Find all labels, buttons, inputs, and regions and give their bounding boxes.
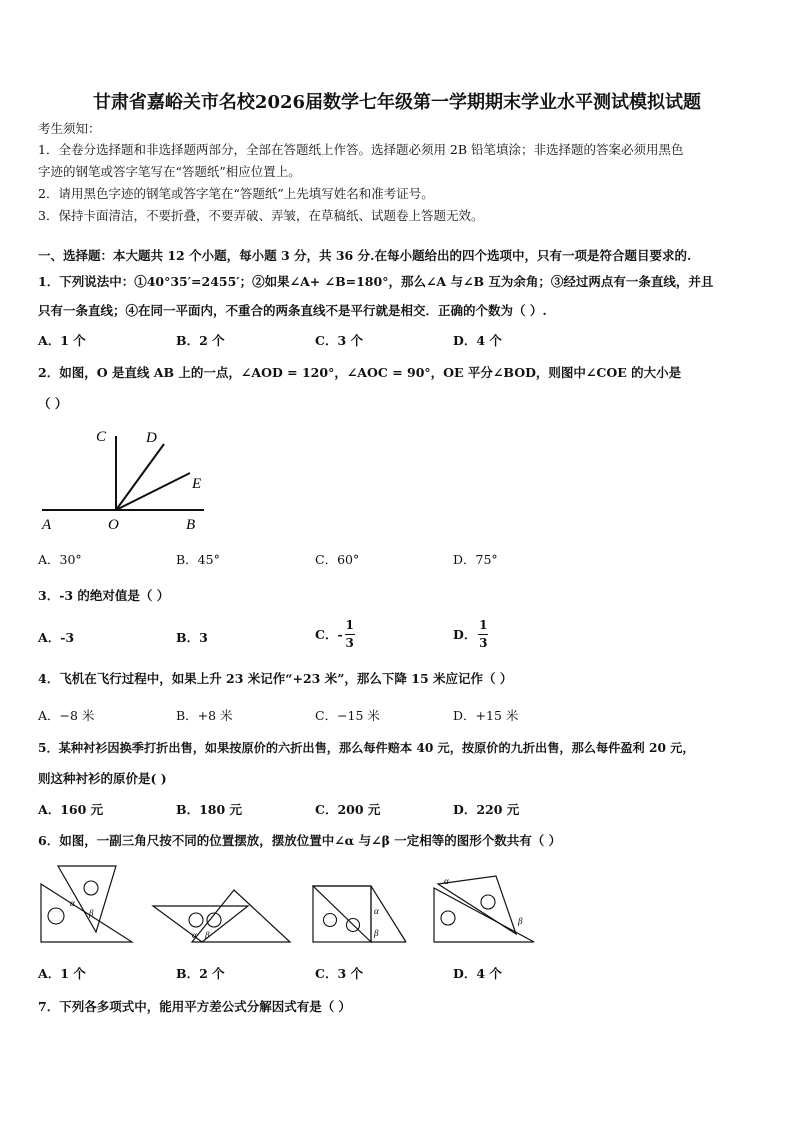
notice-heading: 考生须知： [38, 121, 101, 136]
angle-figure [38, 428, 208, 536]
notice-item: 3．保持卡面清洁，不要折叠，不要弄破、弄皱，在草稿纸、试题卷上答题无效。 [38, 208, 484, 223]
question-2-line: 2．如图，O 是直线 AB 上的一点，∠AOD = 120°，∠AOC = 90°，OE 平分∠BOD，则图中∠COE 的大小是 [38, 365, 682, 380]
option-d: D．+15 米 [453, 708, 519, 723]
triangle-figure-1 [38, 860, 134, 946]
fraction-bar [478, 634, 488, 635]
alpha-label: α [192, 930, 197, 940]
question-6-line: 6．如图，一副三角尺按不同的位置摆放，摆放位置中∠α 与∠β 一定相等的图形个数共有（ ） [38, 833, 562, 848]
beta-label: β [205, 930, 210, 940]
beta-label: β [89, 908, 94, 918]
option-b: B．3 [176, 630, 208, 645]
numerator: 1 [479, 618, 488, 632]
option-b: B．+8 米 [176, 708, 233, 723]
question-1-line: 1．下列说法中：①40°35′=2455′；②如果∠A+ ∠B=180°，那么∠A 与∠B 互为余角；③经过两点有一条直线，并且 [38, 274, 714, 289]
triangle-figure-3 [310, 880, 408, 946]
option-c: C．3 个 [315, 333, 363, 348]
option-c: C．3 个 [315, 966, 363, 981]
denominator: 3 [345, 636, 354, 650]
notice-item: 2．请用黑色字迹的钢笔或答字笔在“答题纸”上先填写姓名和准考证号。 [38, 186, 434, 201]
beta-label: β [518, 916, 523, 926]
question-5-line: 5．某种衬衫因换季打折出售，如果按原价的六折出售，那么每件赔本 40 元，按原价的九折出售，那么每件盈利 20 元， [38, 741, 695, 755]
alpha-label: α [374, 906, 379, 916]
option-d: D．4 个 [453, 333, 502, 348]
option-d: D．75° [453, 552, 498, 567]
notice-item: 字迹的钢笔或答字笔写在“答题纸”相应位置上。 [38, 164, 301, 179]
option-a: A．-3 [38, 630, 75, 645]
option-a: A．160 元 [38, 802, 104, 817]
option-d: D．4 个 [453, 966, 502, 981]
triangle-figure-2 [150, 872, 294, 946]
alpha-label: α [444, 876, 449, 886]
beta-label: β [374, 928, 379, 938]
label-e: E [192, 476, 202, 492]
section-heading: 一、选择题：本大题共 12 个小题，每小题 3 分，共 36 分.在每小题给出的四个选项中，只有一项是符合题目要求的. [38, 248, 692, 263]
question-2-line: （ ） [38, 396, 68, 411]
question-7-line: 7．下列各多项式中，能用平方差公式分解因式有是（ ） [38, 999, 352, 1014]
option-a: A．1 个 [38, 333, 86, 348]
label-b: B [186, 517, 196, 533]
fraction [345, 619, 355, 650]
label-a: A [42, 517, 52, 533]
triangle-figure-4 [430, 870, 536, 946]
question-1-line: 只有一条直线；④在同一平面内，不重合的两条直线不是平行就是相交．正确的个数为（ ）. [38, 303, 547, 318]
option-d-label: D． [453, 626, 477, 642]
option-c: C．−15 米 [315, 708, 380, 723]
fraction [478, 619, 488, 650]
question-3-line: 3．-3 的绝对值是（ ） [38, 588, 170, 603]
ray-oe [116, 473, 190, 510]
page-title: 甘肃省嘉峪关市名校2026届数学七年级第一学期期末学业水平测试模拟试题 [92, 92, 702, 113]
label-d: D [146, 430, 157, 446]
fraction-bar [345, 634, 355, 635]
label-o: O [108, 517, 119, 533]
option-b: B．2 个 [176, 333, 225, 348]
ray-od [116, 444, 164, 510]
question-4-line: 4．飞机在飞行过程中，如果上升 23 米记作“+23 米”，那么下降 15 米应记作（ ） [38, 671, 513, 686]
option-c: C．200 元 [315, 802, 381, 817]
option-c [315, 619, 355, 650]
label-c: C [96, 429, 107, 445]
option-d [453, 619, 488, 650]
question-5-line: 则这种衬衫的原价是( ) [38, 771, 167, 786]
option-a: A．−8 米 [38, 708, 95, 723]
option-d: D．220 元 [453, 802, 520, 817]
denominator: 3 [479, 636, 488, 650]
numerator: 1 [345, 618, 354, 632]
option-b: B．2 个 [176, 966, 225, 981]
option-b: B．45° [176, 552, 220, 567]
option-c-label: C．- [315, 626, 343, 642]
option-a: A．30° [38, 552, 82, 567]
option-a: A．1 个 [38, 966, 86, 981]
notice-item: 1．全卷分选择题和非选择题两部分，全部在答题纸上作答。选择题必须用 2B 铅笔填涂；非选择题的答案必须用黑色 [38, 142, 684, 157]
option-c: C．60° [315, 552, 360, 567]
alpha-label: α [70, 898, 75, 908]
option-b: B．180 元 [176, 802, 243, 817]
